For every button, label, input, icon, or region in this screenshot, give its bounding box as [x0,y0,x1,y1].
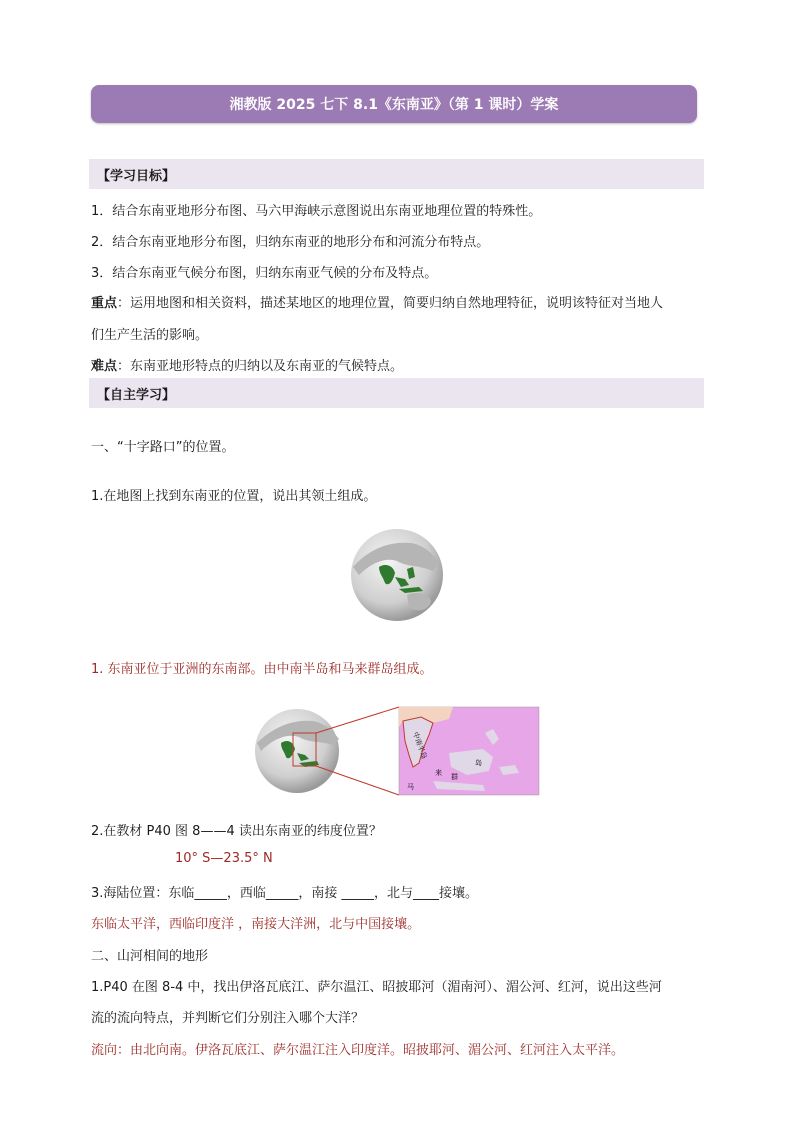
map-label-ma: 马 [407,783,414,791]
objective-item-3: 3．结合东南亚气候分布图，归纳东南亚气候的分布及特点。 [91,266,438,281]
key-point-text: ：运用地图和相关资料，描述某地区的地理位置，简要归纳自然地理特征，说明该特征对当地人 [117,296,664,311]
answer-1: 1. 东南亚位于亚洲的东南部。由中南半岛和马来群岛组成。 [91,662,433,677]
globe-asia-image [349,527,445,623]
key-point-line-2: 们生产生活的影响。 [91,328,209,343]
objective-item-1: 1．结合东南亚地形分布图、马六甲海峡示意图说出东南亚地理位置的特殊性。 [91,204,542,219]
southeast-asia-map-image [253,705,543,797]
part2-title: 二、山河相间的地形 [91,949,209,964]
answer-2: 10° S—23.5° N [175,851,273,866]
question-4-line-1: 1.P40 在图 8-4 中，找出伊洛瓦底江、萨尔温江、昭披耶河（湄南河）、湄公河、红河，说出这些河 [91,980,662,995]
section-heading-objectives: 【学习目标】 [89,159,704,189]
objective-item-2: 2．结合东南亚地形分布图，归纳东南亚的地形分布和河流分布特点。 [91,235,490,250]
question-4-line-2: 流的流向特点，并判断它们分别注入哪个大洋？ [91,1011,365,1026]
question-2: 2.在教材 P40 图 8——4 读出东南亚的纬度位置？ [91,824,382,839]
answer-3: 东临太平洋，西临印度洋 ，南接大洋洲，北与中国接壤。 [91,917,421,932]
question-3: 3.海陆位置：东临_____，西临_____，南接 _____，北与____接壤。 [91,886,479,901]
difficult-point-label: 难点 [91,359,118,374]
key-point-line-1 [91,292,663,311]
page-title: 湘教版 2025 七下 8.1《东南亚》（第 1 课时）学案 [91,85,697,123]
map-label-peninsula: 中南半岛 [411,730,429,760]
part1-title: 一、“十字路口”的位置。 [91,440,235,455]
answer-4: 流向：由北向南。伊洛瓦底江、萨尔温江注入印度洋。昭披耶河、湄公河、红河注入太平洋。 [91,1043,625,1058]
map-label-archipelago-1: 来 [435,769,442,777]
difficult-point-line [91,355,403,374]
question-1: 1.在地图上找到东南亚的位置，说出其领土组成。 [91,489,377,504]
map-label-archipelago-3: 岛 [475,759,482,767]
difficult-point-text: ：东南亚地形特点的归纳以及东南亚的气候特点。 [117,359,404,374]
section-heading-self-study: 【自主学习】 [89,378,704,408]
map-label-archipelago-2: 群 [451,773,458,781]
key-point-label: 重点 [91,296,118,311]
